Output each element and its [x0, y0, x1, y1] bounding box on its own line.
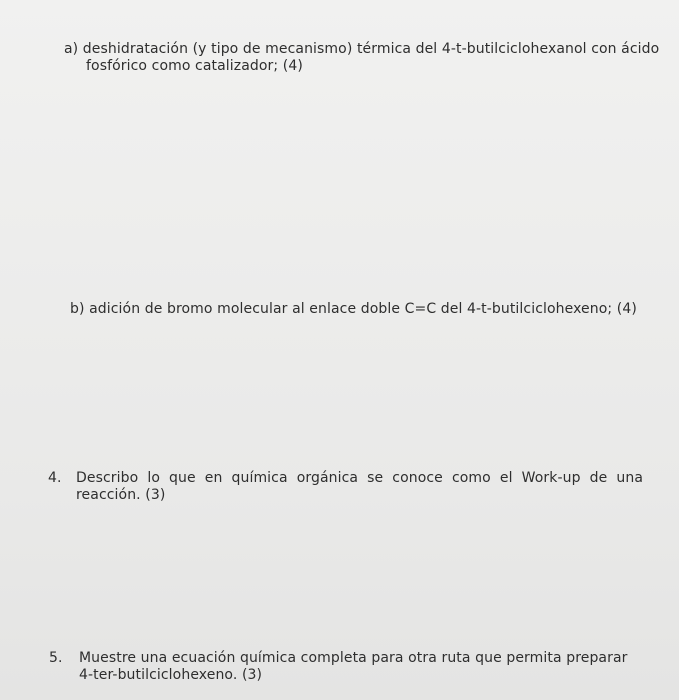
question-5 [49, 650, 644, 684]
question-4-text: Describo lo que en química orgánica se conoce como el Work-up de una reacción. (3) [76, 470, 643, 503]
question-5-text: Muestre una ecuación química completa para otra ruta que permita preparar 4-ter-butilciclohexeno. (3) [79, 650, 628, 683]
question-b-text: b) adición de bromo molecular al enlace doble C=C del 4-t-butilciclohexeno; (4) [70, 301, 637, 317]
question-b [70, 301, 660, 318]
question-a-text: a) deshidratación (y tipo de mecanismo) térmica del 4-t-butilciclohexanol con ácido fosfórico como catalizador; (4) [64, 41, 660, 74]
question-5-number: 5. [49, 650, 63, 666]
question-4-number: 4. [48, 470, 62, 486]
question-a [64, 41, 664, 75]
question-4 [48, 470, 643, 504]
